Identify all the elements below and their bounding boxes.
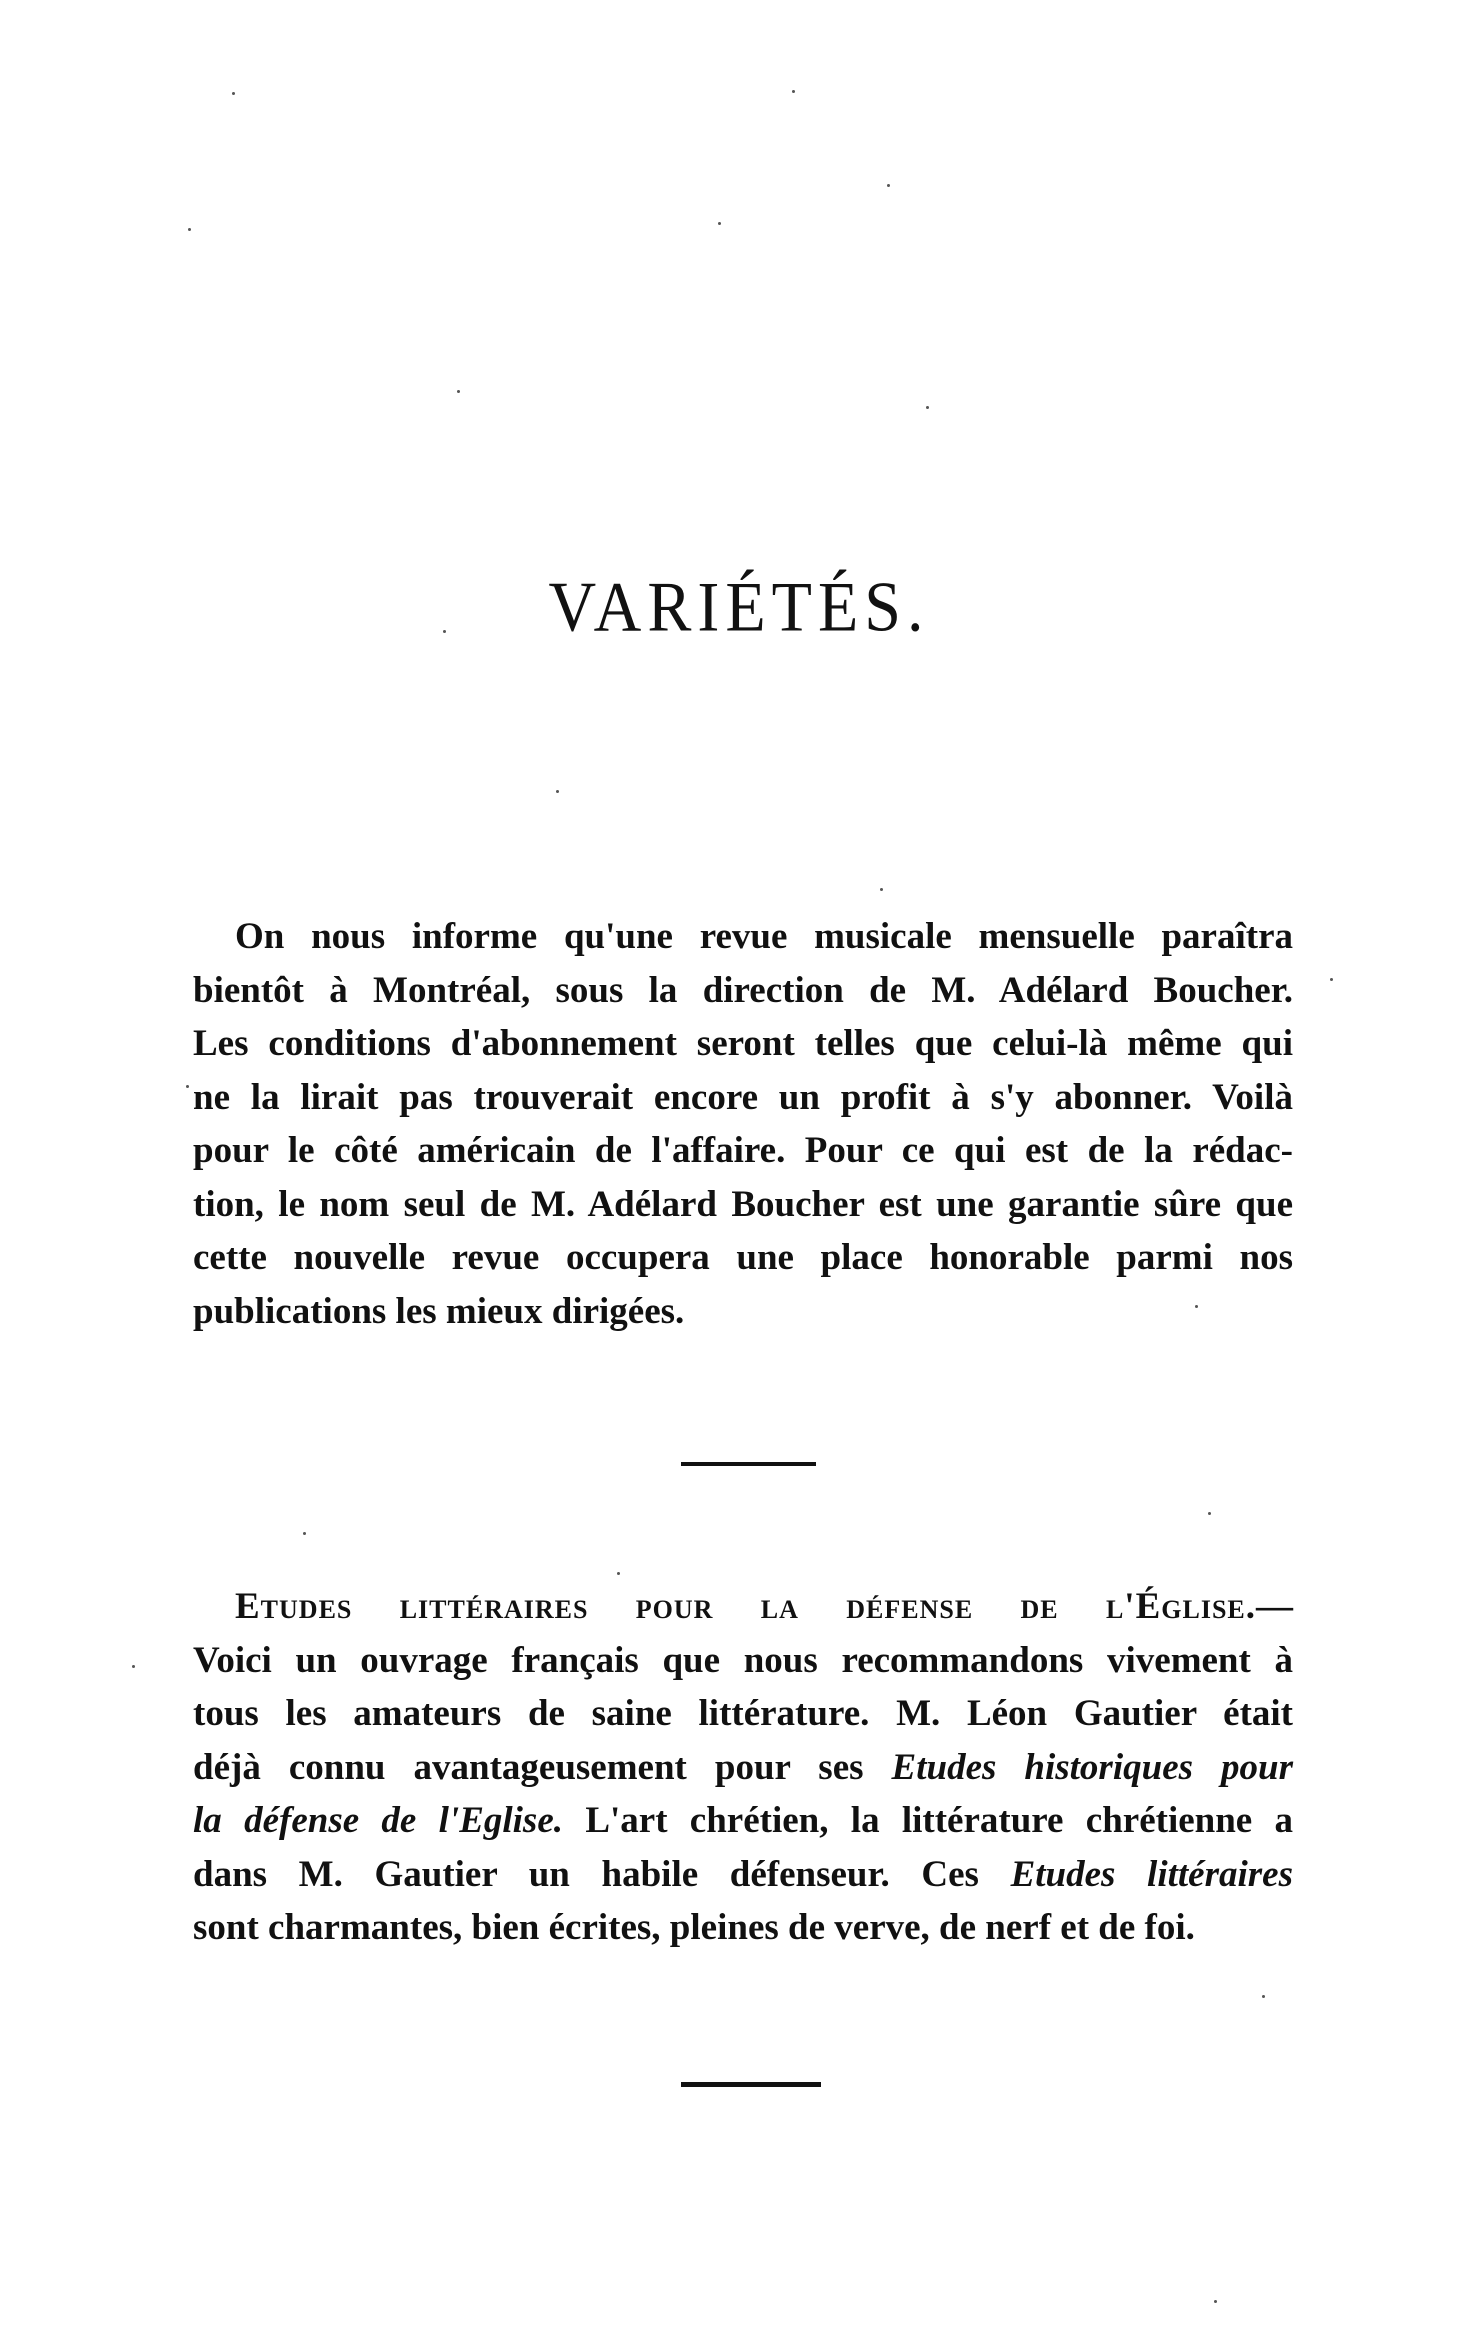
text-line-with-italic	[193, 1741, 1293, 1795]
text-line: publications les mieux dirigées.	[193, 1290, 685, 1332]
text-line: Voici un ouvrage français que nous recommandons vivement à	[193, 1639, 1293, 1681]
scan-speck	[457, 390, 460, 393]
scan-speck	[926, 406, 929, 409]
page-title: VARIÉTÉS.	[548, 568, 930, 647]
scan-speck	[443, 630, 446, 633]
text-segment: dans M. Gautier un habile défenseur. Ces	[193, 1853, 979, 1895]
text-line: tous les amateurs de saine littérature. M. Léon Gautier était	[193, 1693, 1293, 1734]
text-line: On nous informe qu'une revue musicale mensuelle paraîtra	[235, 916, 1293, 957]
scan-speck	[617, 1572, 620, 1575]
text-line: bientôt à Montréal, sous la direction de M. Adélard Boucher.	[193, 969, 1293, 1011]
italic-title: Etudes historiques pour	[891, 1746, 1294, 1788]
text-segment: L'art chrétien, la littérature chrétienne a	[585, 1800, 1294, 1841]
scan-speck	[1208, 1512, 1211, 1515]
text-line: sont charmantes, bien écrites, pleines de verve, de nerf et de foi.	[193, 1907, 1195, 1948]
text-line-with-italic	[193, 1848, 1293, 1902]
italic-title: la défense de l'Eglise.	[193, 1800, 564, 1841]
text-line: cette nouvelle revue occupera une place honorable parmi nos	[193, 1237, 1293, 1278]
scan-speck	[880, 888, 883, 891]
text-segment: déjà connu avantageusement pour ses	[193, 1746, 864, 1788]
section-divider	[681, 1462, 816, 1466]
article-etudes-litteraires	[193, 1580, 1293, 1955]
article-musical-review	[193, 910, 1293, 1338]
scan-speck	[1262, 1995, 1265, 1998]
text-line: ne la lirait pas trouverait encore un profit à s'y abonner. Voilà	[193, 1076, 1293, 1118]
scan-speck	[1195, 1305, 1198, 1308]
article-heading-line	[193, 1580, 1293, 1634]
scan-speck	[232, 92, 235, 95]
scan-speck	[887, 184, 890, 187]
scan-speck	[186, 1085, 189, 1088]
scan-speck	[1214, 2300, 1217, 2303]
scan-speck	[188, 228, 191, 231]
italic-title: Etudes littéraires	[1010, 1853, 1293, 1895]
text-line-with-italic	[193, 1794, 1293, 1848]
scan-speck	[718, 222, 721, 225]
scan-speck	[132, 1665, 135, 1668]
section-divider	[681, 2082, 821, 2087]
article-heading: Etudes littéraires pour la défense de l'Église.	[235, 1586, 1256, 1627]
text-line: pour le côté américain de l'affaire. Pour ce qui est de la rédac-	[193, 1130, 1293, 1171]
text-line: tion, le nom seul de M. Adélard Boucher est une garantie sûre que	[193, 1183, 1293, 1225]
scan-speck	[792, 90, 795, 93]
scan-speck	[556, 790, 559, 793]
scan-speck	[1330, 978, 1333, 981]
scan-speck	[303, 1532, 306, 1535]
heading-dash: —	[1256, 1586, 1293, 1627]
text-line: Les conditions d'abonnement seront telles que celui-là même qui	[193, 1023, 1293, 1064]
